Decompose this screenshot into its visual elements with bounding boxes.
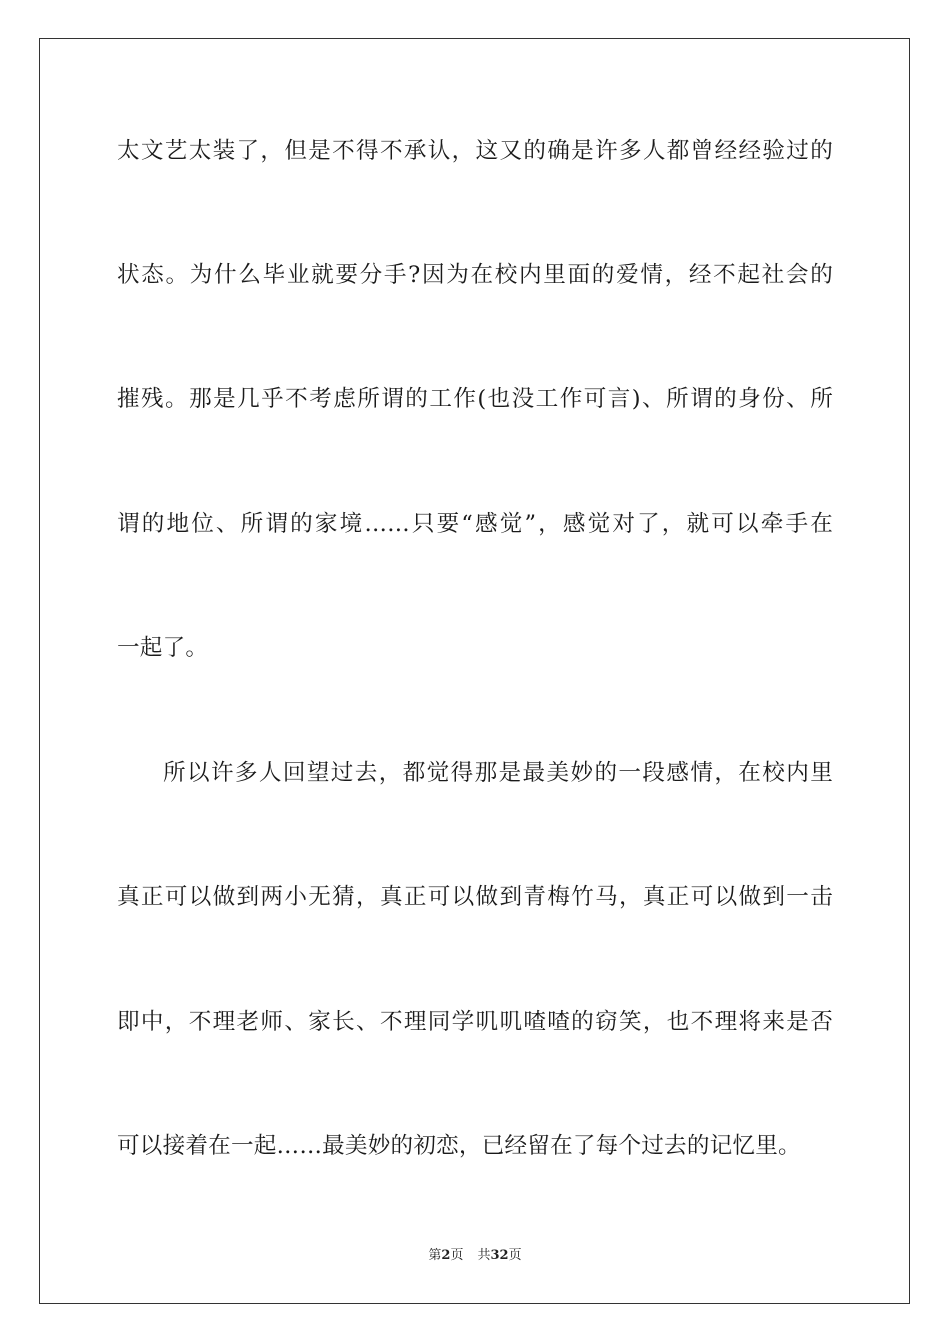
body-line-5: 一起了。 bbox=[117, 635, 209, 661]
body-line-9: 可以接着在一起……最美妙的初恋，已经留在了每个过去的记忆里。 bbox=[117, 1133, 801, 1159]
body-line-2: 状态。为什么毕业就要分手?因为在校内里面的爱情，经不起社会的 bbox=[117, 262, 833, 288]
page-border bbox=[39, 38, 910, 1304]
body-line-8: 即中，不理老师、家长、不理同学叽叽喳喳的窃笑，也不理将来是否 bbox=[117, 1009, 833, 1035]
total-prefix: 共 bbox=[477, 1248, 491, 1263]
page-footer bbox=[0, 1246, 950, 1266]
total-suffix: 页 bbox=[508, 1248, 522, 1263]
page-prefix: 第 bbox=[428, 1248, 442, 1263]
body-line-1: 太文艺太装了，但是不得不承认，这又的确是许多人都曾经经验过的 bbox=[117, 138, 833, 164]
total-pages: 32 bbox=[490, 1248, 509, 1263]
page-suffix: 页 bbox=[450, 1248, 464, 1263]
page-number: 2 bbox=[441, 1248, 451, 1263]
body-line-4: 谓的地位、所谓的家境……只要“感觉”，感觉对了，就可以牵手在 bbox=[117, 511, 833, 537]
body-line-6: 所以许多人回望过去，都觉得那是最美妙的一段感情，在校内里 bbox=[163, 760, 833, 786]
body-line-7: 真正可以做到两小无猜，真正可以做到青梅竹马，真正可以做到一击 bbox=[117, 884, 833, 910]
body-line-3: 摧残。那是几乎不考虑所谓的工作(也没工作可言)、所谓的身份、所 bbox=[117, 386, 833, 412]
